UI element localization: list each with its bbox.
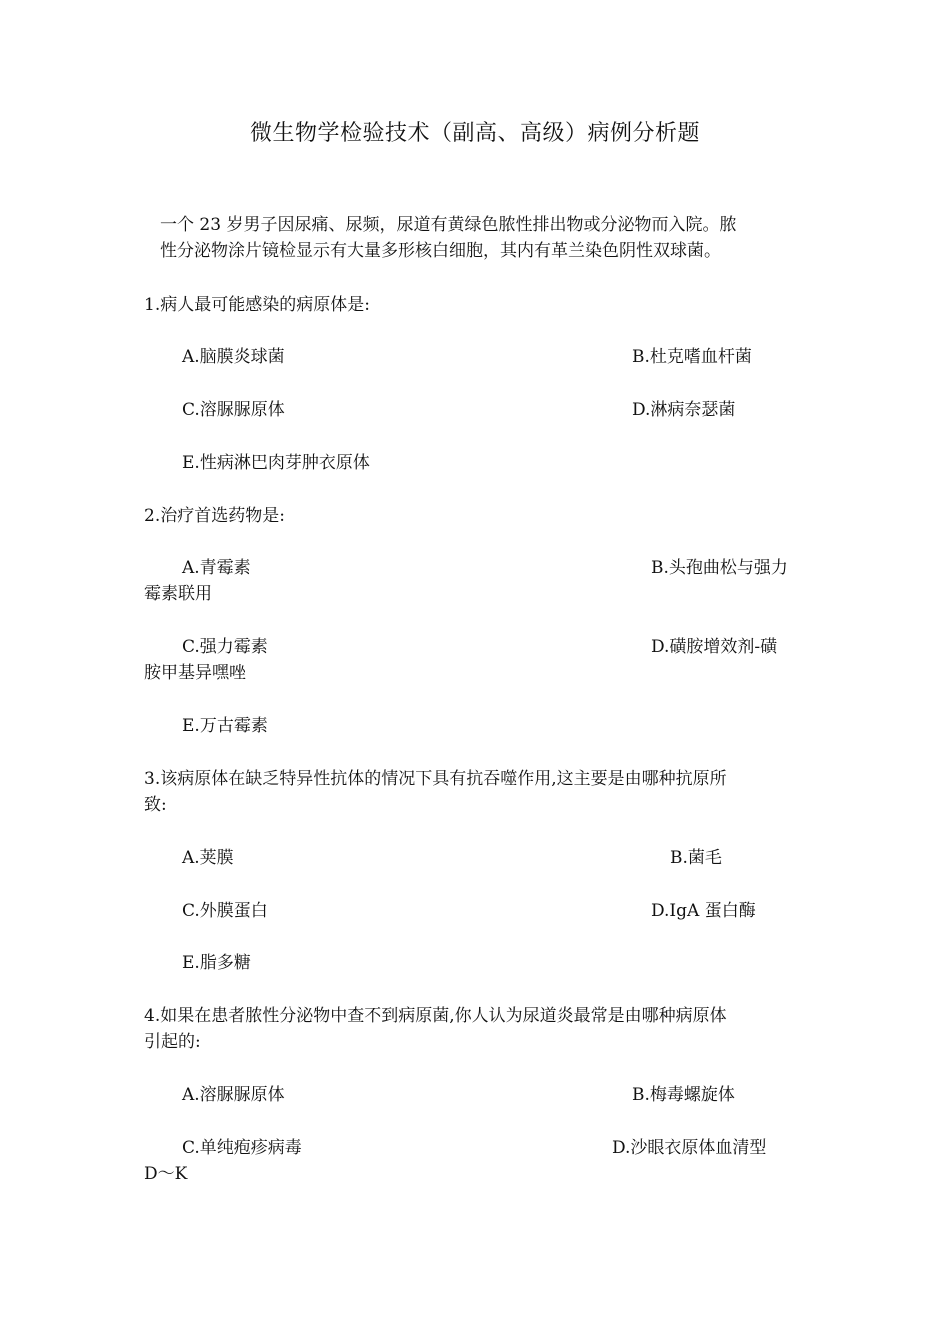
question-4-option-d-continued: D～K bbox=[144, 1164, 188, 1184]
question-4-option-d: D.沙眼衣原体血清型 bbox=[612, 1138, 767, 1158]
question-2-stem: 2.治疗首选药物是: bbox=[144, 506, 285, 526]
question-1-option-a: A.脑膜炎球菌 bbox=[182, 347, 285, 367]
question-2-option-c: C.强力霉素 bbox=[182, 637, 268, 657]
question-4-option-b: B.梅毒螺旋体 bbox=[632, 1085, 735, 1105]
question-2-option-b: B.头孢曲松与强力 bbox=[651, 558, 788, 578]
question-1-stem: 1.病人最可能感染的病原体是: bbox=[144, 295, 370, 315]
question-1-option-b: B.杜克嗜血杆菌 bbox=[632, 347, 752, 367]
question-2-option-d-continued: 胺甲基异嘿唑 bbox=[144, 663, 246, 683]
question-3-option-c: C.外膜蛋白 bbox=[182, 901, 268, 921]
case-intro-line-1: 一个 23 岁男子因尿痛、尿频，尿道有黄绿色脓性排出物或分泌物而入院。脓 bbox=[160, 215, 737, 235]
question-2-option-d: D.磺胺增效剂-磺 bbox=[651, 637, 778, 657]
question-2-option-a: A.青霉素 bbox=[182, 558, 251, 578]
question-3-option-a: A.荚膜 bbox=[182, 848, 234, 868]
question-4-stem-line-1: 4.如果在患者脓性分泌物中查不到病原菌,你人认为尿道炎最常是由哪种病原体 bbox=[144, 1006, 727, 1026]
question-1-option-e: E.性病淋巴肉芽肿衣原体 bbox=[182, 453, 370, 473]
case-intro bbox=[160, 212, 810, 264]
question-3-stem-line-2: 致: bbox=[144, 795, 167, 815]
question-3-stem-line-1: 3.该病原体在缺乏特异性抗体的情况下具有抗吞噬作用,这主要是由哪种抗原所 bbox=[144, 769, 727, 789]
question-2-option-e: E.万古霉素 bbox=[182, 716, 268, 736]
question-3-option-d: D.IgA 蛋白酶 bbox=[651, 901, 756, 921]
question-3-option-e: E.脂多糖 bbox=[182, 953, 251, 973]
question-4-option-a: A.溶脲脲原体 bbox=[182, 1085, 285, 1105]
case-intro-line-2: 性分泌物涂片镜检显示有大量多形核白细胞，其内有革兰染色阴性双球菌。 bbox=[160, 241, 721, 261]
question-1-option-c: C.溶脲脲原体 bbox=[182, 400, 285, 420]
question-3-option-b: B.菌毛 bbox=[670, 848, 722, 868]
page-title: 微生物学检验技术（副高、高级）病例分析题 bbox=[249, 121, 700, 146]
question-4-stem-line-2: 引起的: bbox=[144, 1032, 201, 1052]
question-4-option-c: C.单纯疱疹病毒 bbox=[182, 1138, 302, 1158]
question-2-option-b-continued: 霉素联用 bbox=[144, 584, 212, 604]
question-1-option-d: D.淋病奈瑟菌 bbox=[632, 400, 736, 420]
